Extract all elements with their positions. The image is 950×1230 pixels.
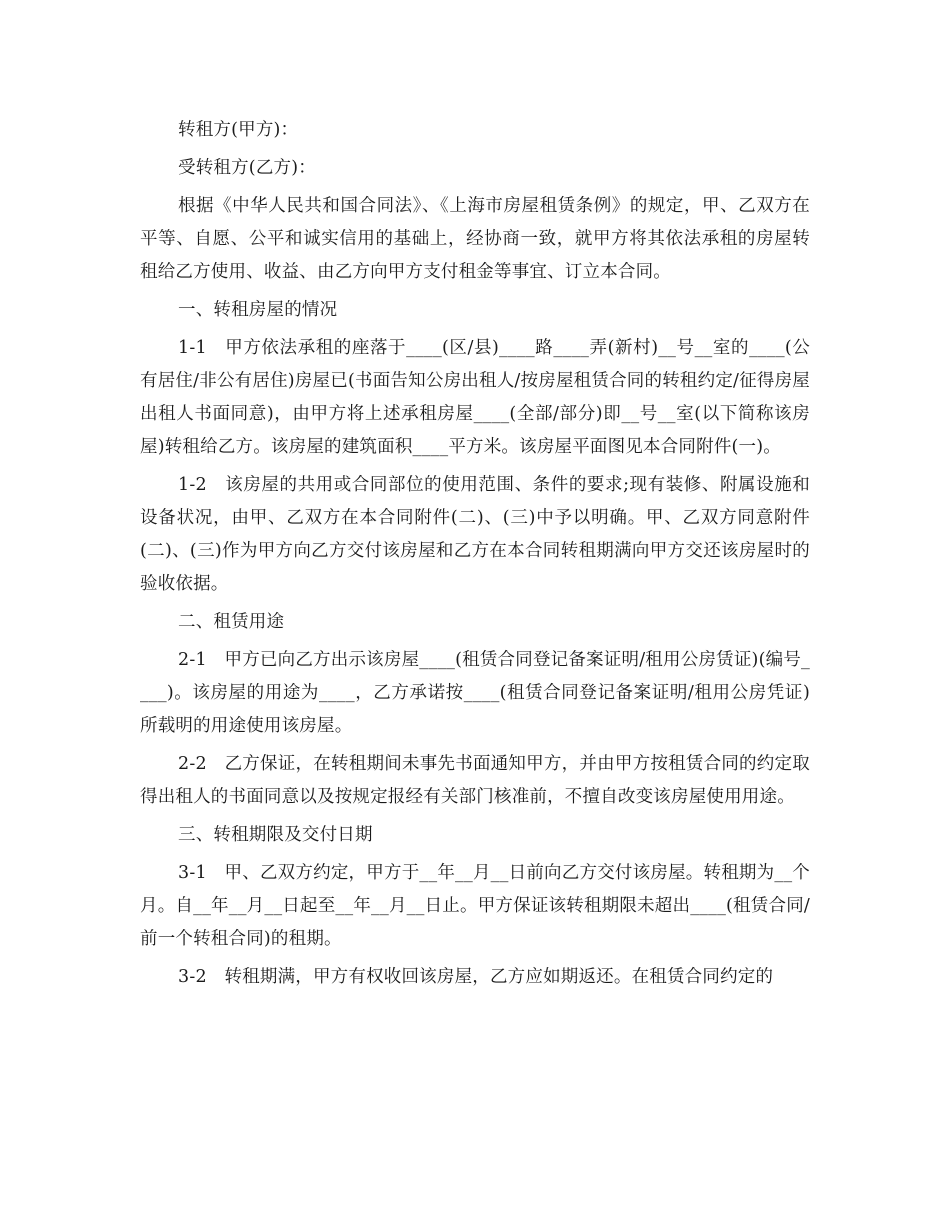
section-heading-2: 二、租赁用途 [178, 612, 285, 632]
clause-1-2: 1-2 该房屋的共用或合同部位的使用范围、条件的要求;现有装修、附属设施和设备状况，由甲、乙双方在本合同附件(二)、(三)中予以明确。甲、乙双方同意附件(二)、(三)作为甲方向乙方交付该房屋和乙方在本合同转租期满向甲方交还该房屋时的验收依据。 [140, 475, 810, 594]
section-heading-1: 一、转租房屋的情况 [178, 300, 338, 320]
clause-1-1: 1-1 甲方依法承租的座落于____(区/县)____路____弄(新村)__号__室的____(公有居住/非公有居住)房屋已(书面告知公房出租人/按房屋租赁合同的转租约定/征得房屋出租人书面同意)，由甲方将上述承租房屋____(全部/部分)即__号__室(以下简称该房屋)转租给乙方。该房屋的建筑面积____平方米。该房屋平面图见本合同附件(一)。 [140, 338, 810, 457]
clause-3-2: 3-2 转租期满，甲方有权收回该房屋，乙方应如期返还。在租赁合同约定的 [178, 967, 774, 987]
preamble-paragraph: 根据《中华人民共和国合同法》、《上海市房屋租赁条例》的规定，甲、乙双方在平等、自愿、公平和诚实信用的基础上，经协商一致，就甲方将其依法承租的房屋转租给乙方使用、收益、由乙方向甲方支付租金等事宜、订立本合同。 [140, 196, 810, 282]
party-b-line: 受转租方(乙方)： [178, 158, 316, 178]
party-a-line: 转租方(甲方)： [178, 120, 299, 140]
clause-2-2: 2-2 乙方保证，在转租期间未事先书面通知甲方，并由甲方按租赁合同的约定取得出租人的书面同意以及按规定报经有关部门核准前，不擅自改变该房屋使用用途。 [140, 754, 810, 807]
document-body [140, 114, 810, 999]
clause-3-1: 3-1 甲、乙双方约定，甲方于__年__月__日前向乙方交付该房屋。转租期为__个月。自__年__月__日起至__年__月__日止。甲方保证该转租期限未超出____(租赁合同/前一个转租合同)的租期。 [140, 863, 810, 949]
section-heading-3: 三、转租期限及交付日期 [178, 825, 373, 845]
clause-2-1: 2-1 甲方已向乙方出示该房屋____(租赁合同登记备案证明/租用公房赁证)(编号____)。该房屋的用途为____，乙方承诺按____(租赁合同登记备案证明/租用公房凭证)所载明的用途使用该房屋。 [140, 650, 810, 736]
